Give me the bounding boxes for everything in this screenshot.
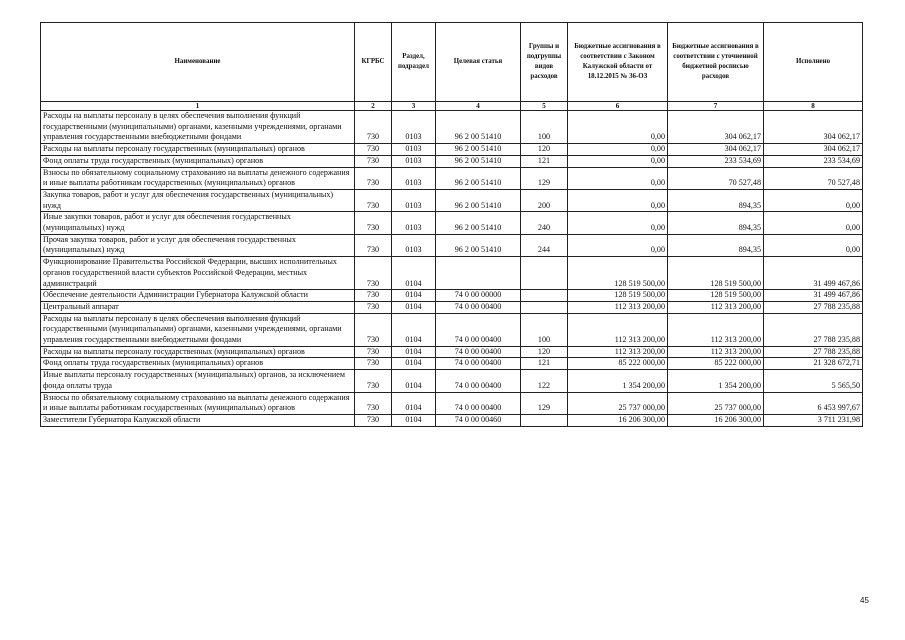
table-row [41, 155, 863, 167]
cell-law-allocation: 0,00 [568, 234, 668, 256]
cell-expense-group: 100 [521, 313, 568, 346]
cell-target-article: 74 0 00 00400 [436, 370, 521, 392]
column-number-row [41, 102, 863, 111]
cell-revised-allocation: 70 527,48 [668, 167, 764, 189]
column-number: 4 [436, 102, 521, 111]
cell-kgrbs: 730 [355, 370, 392, 392]
header-kgrbs: КГРБС [355, 23, 392, 102]
column-number: 7 [668, 102, 764, 111]
cell-kgrbs: 730 [355, 167, 392, 189]
cell-law-allocation: 25 737 000,00 [568, 392, 668, 414]
cell-law-allocation: 0,00 [568, 155, 668, 167]
cell-name: Обеспечение деятельности Администрации Губернатора Калужской области [41, 290, 355, 302]
column-number: 6 [568, 102, 668, 111]
cell-kgrbs: 730 [355, 392, 392, 414]
cell-expense-group: 120 [521, 346, 568, 358]
header-law-allocation: Бюджетные ассигнования в соответствии с Законом Калужской области от 18.12.2015 № 36-ОЗ [568, 23, 668, 102]
cell-expense-group: 129 [521, 167, 568, 189]
table-row [41, 290, 863, 302]
cell-kgrbs: 730 [355, 155, 392, 167]
cell-revised-allocation: 85 222 000,00 [668, 358, 764, 370]
cell-law-allocation: 0,00 [568, 167, 668, 189]
cell-expense-group: 200 [521, 189, 568, 211]
cell-target-article: 96 2 00 51410 [436, 189, 521, 211]
cell-executed: 5 565,50 [764, 370, 863, 392]
cell-kgrbs: 730 [355, 111, 392, 144]
cell-kgrbs: 730 [355, 313, 392, 346]
cell-expense-group [521, 414, 568, 426]
column-number: 2 [355, 102, 392, 111]
cell-expense-group [521, 301, 568, 313]
cell-revised-allocation: 304 062,17 [668, 144, 764, 156]
cell-revised-allocation: 304 062,17 [668, 111, 764, 144]
cell-executed: 0,00 [764, 234, 863, 256]
cell-name: Прочая закупка товаров, работ и услуг для обеспечения государственных (муниципальных) нужд [41, 234, 355, 256]
cell-target-article: 74 0 00 00400 [436, 392, 521, 414]
cell-target-article: 74 0 00 00460 [436, 414, 521, 426]
cell-executed: 233 534,69 [764, 155, 863, 167]
table-row [41, 167, 863, 189]
cell-executed: 70 527,48 [764, 167, 863, 189]
cell-expense-group: 121 [521, 155, 568, 167]
cell-target-article: 96 2 00 51410 [436, 212, 521, 234]
cell-target-article [436, 257, 521, 290]
cell-expense-group: 244 [521, 234, 568, 256]
table-row [41, 370, 863, 392]
cell-section: 0104 [392, 257, 436, 290]
cell-section: 0104 [392, 414, 436, 426]
cell-executed: 31 499 467,86 [764, 290, 863, 302]
cell-section: 0104 [392, 290, 436, 302]
cell-section: 0103 [392, 111, 436, 144]
cell-executed: 3 711 231,98 [764, 414, 863, 426]
cell-name: Иные закупки товаров, работ и услуг для обеспечения государственных (муниципальных) нужд [41, 212, 355, 234]
cell-kgrbs: 730 [355, 414, 392, 426]
table-row [41, 257, 863, 290]
cell-expense-group: 121 [521, 358, 568, 370]
cell-kgrbs: 730 [355, 144, 392, 156]
cell-law-allocation: 16 206 300,00 [568, 414, 668, 426]
cell-revised-allocation: 112 313 200,00 [668, 313, 764, 346]
cell-law-allocation: 1 354 200,00 [568, 370, 668, 392]
cell-law-allocation: 112 313 200,00 [568, 301, 668, 313]
cell-revised-allocation: 16 206 300,00 [668, 414, 764, 426]
table-header [41, 23, 863, 111]
cell-executed: 27 788 235,88 [764, 301, 863, 313]
cell-revised-allocation: 894,35 [668, 189, 764, 211]
cell-section: 0104 [392, 358, 436, 370]
column-number: 5 [521, 102, 568, 111]
cell-kgrbs: 730 [355, 358, 392, 370]
cell-executed: 31 499 467,86 [764, 257, 863, 290]
cell-name: Функционирование Правительства Российской Федерации, высших исполнительных органов государственной власти субъектов Российской Федерации, местных администраций [41, 257, 355, 290]
table-row [41, 346, 863, 358]
cell-section: 0104 [392, 346, 436, 358]
table-row [41, 358, 863, 370]
cell-section: 0104 [392, 313, 436, 346]
cell-revised-allocation: 112 313 200,00 [668, 301, 764, 313]
cell-revised-allocation: 128 519 500,00 [668, 257, 764, 290]
cell-kgrbs: 730 [355, 257, 392, 290]
cell-name: Фонд оплаты труда государственных (муниципальных) органов [41, 358, 355, 370]
cell-name: Расходы на выплаты персоналу в целях обеспечения выполнения функций государственными (муниципальными) органами, казенными учреждениями, органами управления государственными внебюджетными фондами [41, 111, 355, 144]
table-row [41, 313, 863, 346]
cell-target-article: 74 0 00 00000 [436, 290, 521, 302]
cell-law-allocation: 85 222 000,00 [568, 358, 668, 370]
table-row [41, 414, 863, 426]
cell-executed: 0,00 [764, 212, 863, 234]
cell-executed: 304 062,17 [764, 144, 863, 156]
table-row [41, 144, 863, 156]
cell-kgrbs: 730 [355, 189, 392, 211]
cell-kgrbs: 730 [355, 290, 392, 302]
header-name: Наименование [41, 23, 355, 102]
cell-law-allocation: 112 313 200,00 [568, 346, 668, 358]
cell-kgrbs: 730 [355, 212, 392, 234]
cell-revised-allocation: 1 354 200,00 [668, 370, 764, 392]
cell-section: 0103 [392, 144, 436, 156]
table-row [41, 212, 863, 234]
column-number: 8 [764, 102, 863, 111]
cell-name: Фонд оплаты труда государственных (муниципальных) органов [41, 155, 355, 167]
cell-executed: 0,00 [764, 189, 863, 211]
cell-name: Центральный аппарат [41, 301, 355, 313]
table-row [41, 392, 863, 414]
cell-executed: 21 328 672,71 [764, 358, 863, 370]
cell-expense-group: 129 [521, 392, 568, 414]
header-section: Раздел, подраздел [392, 23, 436, 102]
header-row [41, 23, 863, 102]
cell-target-article: 74 0 00 00400 [436, 313, 521, 346]
cell-name: Расходы на выплаты персоналу в целях обеспечения выполнения функций государственными (муниципальными) органами, казенными учреждениями, органами управления государственными внебюджетными фондами [41, 313, 355, 346]
cell-executed: 27 788 235,88 [764, 346, 863, 358]
header-executed: Исполнено [764, 23, 863, 102]
cell-target-article: 74 0 00 00400 [436, 358, 521, 370]
cell-executed: 304 062,17 [764, 111, 863, 144]
cell-name: Заместители Губернатора Калужской области [41, 414, 355, 426]
cell-section: 0103 [392, 189, 436, 211]
cell-section: 0103 [392, 212, 436, 234]
page-number: 45 [860, 596, 869, 605]
cell-kgrbs: 730 [355, 234, 392, 256]
cell-target-article: 96 2 00 51410 [436, 155, 521, 167]
cell-section: 0104 [392, 392, 436, 414]
cell-revised-allocation: 128 519 500,00 [668, 290, 764, 302]
header-group: Группы и подгруппы видов расходов [521, 23, 568, 102]
cell-law-allocation: 0,00 [568, 111, 668, 144]
cell-target-article: 96 2 00 51410 [436, 167, 521, 189]
cell-target-article: 96 2 00 51410 [436, 111, 521, 144]
cell-law-allocation: 128 519 500,00 [568, 257, 668, 290]
header-revised-allocation: Бюджетные ассигнования в соответствии с уточненной бюджетной росписью расходов [668, 23, 764, 102]
cell-section: 0104 [392, 370, 436, 392]
cell-executed: 6 453 997,67 [764, 392, 863, 414]
cell-kgrbs: 730 [355, 346, 392, 358]
cell-name: Расходы на выплаты персоналу государственных (муниципальных) органов [41, 144, 355, 156]
cell-name: Взносы по обязательному социальному страхованию на выплаты денежного содержания и иные выплаты работникам государственных (муниципальных) органов [41, 167, 355, 189]
cell-expense-group: 120 [521, 144, 568, 156]
cell-kgrbs: 730 [355, 301, 392, 313]
cell-target-article: 96 2 00 51410 [436, 144, 521, 156]
column-number: 3 [392, 102, 436, 111]
cell-law-allocation: 112 313 200,00 [568, 313, 668, 346]
cell-target-article: 96 2 00 51410 [436, 234, 521, 256]
cell-expense-group: 100 [521, 111, 568, 144]
cell-revised-allocation: 25 737 000,00 [668, 392, 764, 414]
cell-target-article: 74 0 00 00400 [436, 346, 521, 358]
cell-revised-allocation: 894,35 [668, 212, 764, 234]
cell-section: 0103 [392, 155, 436, 167]
header-target: Целевая статья [436, 23, 521, 102]
table-row [41, 234, 863, 256]
cell-name: Закупка товаров, работ и услуг для обеспечения государственных (муниципальных) нужд [41, 189, 355, 211]
table-body [41, 111, 863, 427]
table-row [41, 189, 863, 211]
cell-expense-group [521, 290, 568, 302]
table-row [41, 111, 863, 144]
cell-executed: 27 788 235,88 [764, 313, 863, 346]
cell-revised-allocation: 112 313 200,00 [668, 346, 764, 358]
cell-law-allocation: 0,00 [568, 144, 668, 156]
cell-section: 0103 [392, 167, 436, 189]
cell-expense-group: 122 [521, 370, 568, 392]
cell-revised-allocation: 233 534,69 [668, 155, 764, 167]
cell-name: Расходы на выплаты персоналу государственных (муниципальных) органов [41, 346, 355, 358]
cell-name: Взносы по обязательному социальному страхованию на выплаты денежного содержания и иные выплаты работникам государственных (муниципальных) органов [41, 392, 355, 414]
cell-target-article: 74 0 00 00400 [436, 301, 521, 313]
cell-section: 0103 [392, 234, 436, 256]
cell-section: 0104 [392, 301, 436, 313]
cell-expense-group [521, 257, 568, 290]
column-number: 1 [41, 102, 355, 111]
cell-law-allocation: 128 519 500,00 [568, 290, 668, 302]
cell-law-allocation: 0,00 [568, 189, 668, 211]
budget-table [40, 22, 863, 427]
table-row [41, 301, 863, 313]
cell-revised-allocation: 894,35 [668, 234, 764, 256]
cell-expense-group: 240 [521, 212, 568, 234]
cell-law-allocation: 0,00 [568, 212, 668, 234]
cell-name: Иные выплаты персоналу государственных (муниципальных) органов, за исключением фонда оплаты труда [41, 370, 355, 392]
